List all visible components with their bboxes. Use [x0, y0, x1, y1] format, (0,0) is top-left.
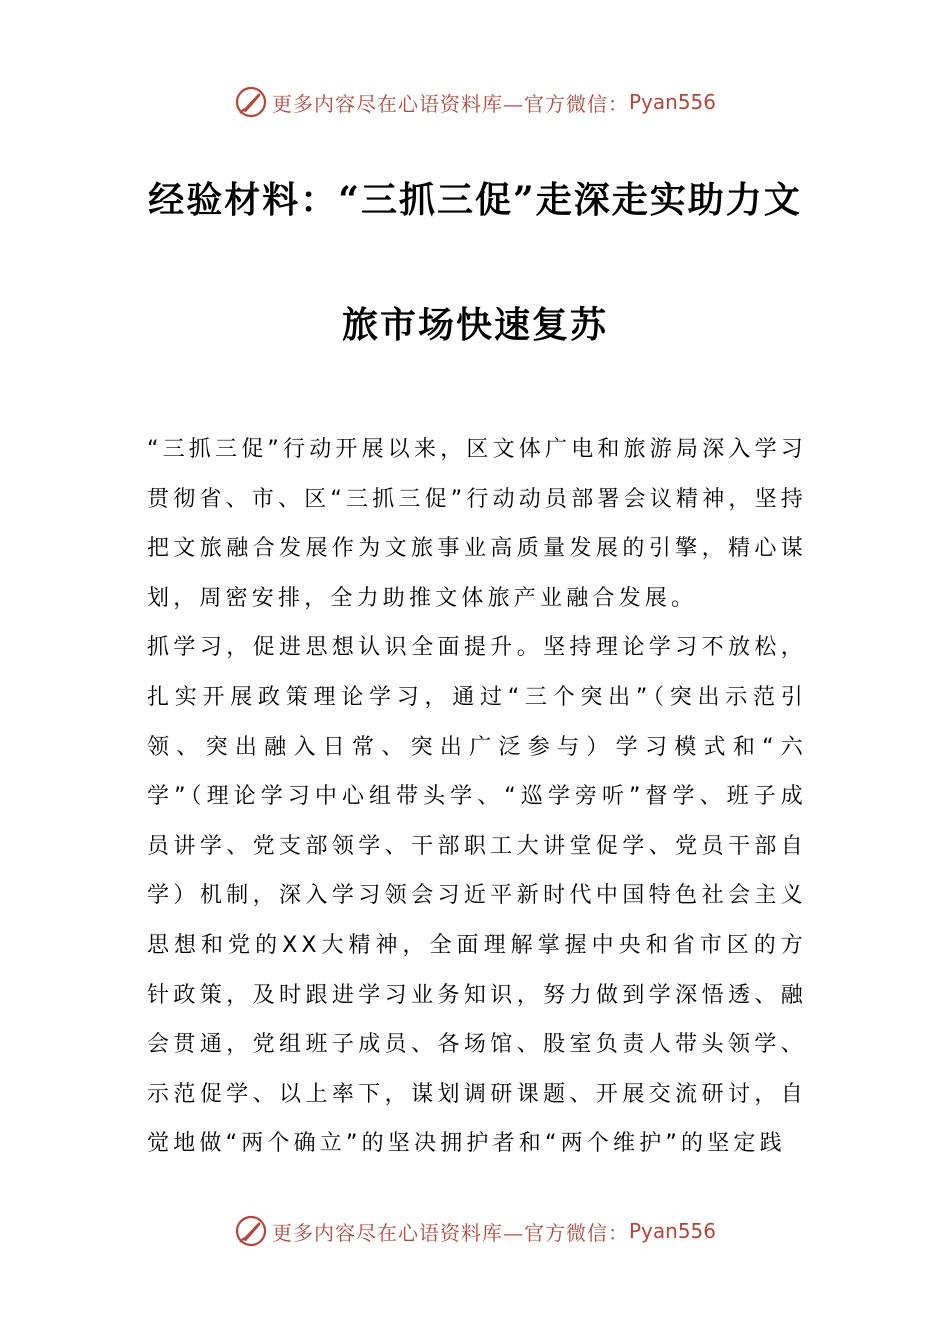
- header-banner-text: 更多内容尽在心语资料库—官方微信：: [271, 91, 629, 116]
- footer-banner: [0, 1211, 950, 1251]
- body-paragraph-1: “三抓三促”行动开展以来，区文体广电和旅游局深入学习贯彻省、市、区“三抓三促”行动动员部署会议精神，坚持把文旅融合发展作为文旅事业高质量发展的引擎，精心谋划，周密安排，全力助推文体旅产业融合发展。: [147, 437, 807, 611]
- header-banner: [0, 82, 950, 122]
- document-title-line-1: 经验材料：“三抓三促”走深走实助力文: [148, 179, 802, 221]
- quill-pen-logo-icon: [234, 85, 268, 119]
- body-paragraph-2: 抓学习，促进思想认识全面提升。坚持理论学习不放松，扎实开展政策理论学习，通过“三个突出”（突出示范引领、突出融入日常、突出广泛参与）学习模式和“六学”（理论学习中心组带头学、“巡学旁听”督学、班子成员讲学、党支部领学、干部职工大讲堂促学、党员干部自学）机制，深入学习领会习近平新时代中国特色社会主义思想和党的XX大精神，全面理解掌握中央和省市区的方针政策，及时跟进学习业务知识，努力做到学深悟透、融会贯通，党组班子成员、各场馆、股室负责人带头领学、示范促学、以上率下，谋划调研课题、开展交流研讨，自觉地做“两个确立”的坚决拥护者和“两个维护”的坚定践: [147, 635, 807, 1157]
- quill-pen-logo-icon: [234, 1214, 268, 1248]
- document-title-line-2: 旅市场快速复苏: [341, 304, 608, 346]
- footer-banner-text: 更多内容尽在心语资料库—官方微信：: [271, 1220, 629, 1245]
- header-wechat-id: Pyan556: [628, 90, 716, 114]
- footer-wechat-id: Pyan556: [628, 1219, 716, 1243]
- document-body: [147, 425, 807, 1169]
